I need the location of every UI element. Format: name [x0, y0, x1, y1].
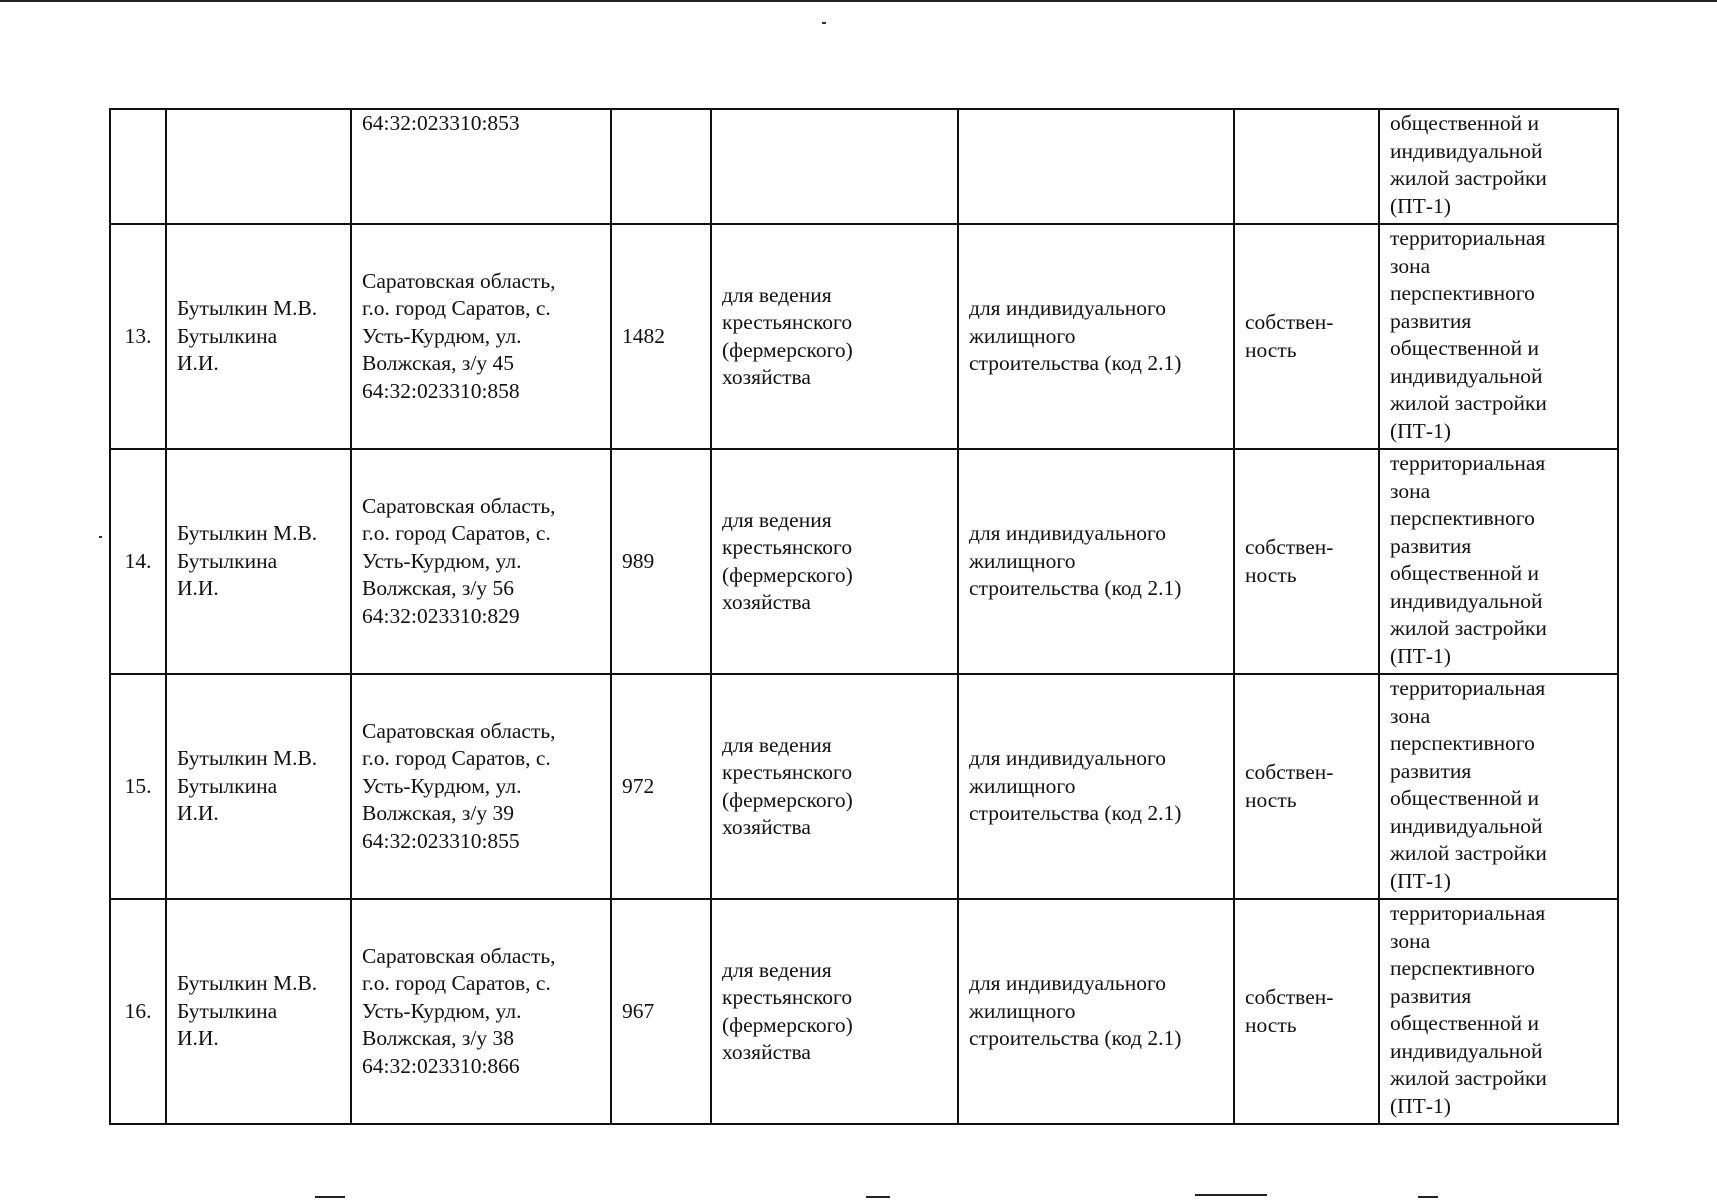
zone-line: общественной и	[1390, 786, 1539, 810]
zone-line: индивидуальной	[1390, 588, 1543, 613]
cell-owner	[166, 224, 351, 449]
zone-line: индивидуальной	[1390, 363, 1543, 388]
zone-line: территориальная	[1390, 676, 1546, 700]
address-line: 64:32:023310:866	[362, 1053, 520, 1078]
cell-number: 16.	[110, 899, 166, 1124]
cell-address	[351, 449, 611, 674]
owner-line: Бутылкин М.В.	[177, 521, 318, 546]
use-line: для индивидуального	[969, 521, 1167, 546]
cell-category	[711, 109, 958, 224]
right-line: собствен-	[1245, 310, 1334, 334]
zone-line: жилой застройки	[1390, 391, 1547, 415]
address-line: Усть-Курдюм, ул.	[362, 323, 522, 348]
zone-line: территориальная	[1390, 226, 1546, 250]
zone-line: (ПТ-1)	[1390, 193, 1451, 218]
address-line: Саратовская область,	[362, 718, 556, 743]
table-row	[110, 449, 1618, 674]
zone-line: зона	[1390, 703, 1431, 728]
address-line: Саратовская область,	[362, 268, 556, 293]
cell-area: 972	[611, 674, 711, 899]
zone-line: жилой застройки	[1390, 841, 1547, 865]
cell-address	[351, 899, 611, 1124]
cell-category	[711, 674, 958, 899]
cell-owner	[166, 899, 351, 1124]
cell-number	[110, 109, 166, 224]
zone-line: развития	[1390, 983, 1472, 1008]
right-line: ность	[1245, 1012, 1297, 1037]
address-line: 64:32:023310:858	[362, 378, 520, 403]
owner-line: Бутылкина	[177, 548, 278, 573]
category-line: хозяйства	[722, 590, 811, 614]
scan-bottom-mark	[1418, 1196, 1438, 1198]
cell-zone	[1379, 899, 1618, 1124]
scan-speck	[822, 22, 826, 24]
cell-area: 1482	[611, 224, 711, 449]
zone-line: индивидуальной	[1390, 1038, 1543, 1063]
category-line: хозяйства	[722, 815, 811, 839]
right-line: собствен-	[1245, 760, 1334, 784]
owner-line: Бутылкина	[177, 323, 278, 348]
owner-line: И.И.	[177, 576, 219, 601]
zone-line: зона	[1390, 928, 1431, 953]
scan-speck	[99, 536, 102, 538]
cell-category	[711, 224, 958, 449]
zone-line: (ПТ-1)	[1390, 1093, 1451, 1118]
cell-owner	[166, 674, 351, 899]
zone-line: (ПТ-1)	[1390, 868, 1451, 893]
address-line: Волжская, з/у 38	[362, 1026, 514, 1051]
right-line: ность	[1245, 787, 1297, 812]
category-line: для ведения	[722, 507, 832, 532]
scan-bottom-mark	[315, 1196, 345, 1198]
cell-zone	[1379, 109, 1618, 224]
category-line: для ведения	[722, 282, 832, 307]
zone-line: индивидуальной	[1390, 138, 1543, 163]
cell-right	[1234, 899, 1379, 1124]
zone-line: (ПТ-1)	[1390, 418, 1451, 443]
zone-line: зона	[1390, 253, 1431, 278]
address-line: Саратовская область,	[362, 493, 556, 518]
address-line: г.о. город Саратов, с.	[362, 521, 551, 546]
address-line: Волжская, з/у 56	[362, 576, 514, 601]
address-line: Усть-Курдюм, ул.	[362, 998, 522, 1023]
address-line: Волжская, з/у 45	[362, 351, 514, 376]
address-line: Саратовская область,	[362, 943, 556, 968]
land-plot-table	[109, 108, 1619, 1125]
cell-use	[958, 109, 1234, 224]
zone-line: перспективного	[1390, 506, 1535, 530]
scan-bottom-mark	[866, 1196, 890, 1198]
zone-line: перспективного	[1390, 956, 1535, 980]
zone-line: жилой застройки	[1390, 166, 1547, 190]
cell-number: 15.	[110, 674, 166, 899]
use-line: жилищного	[969, 323, 1076, 348]
cell-use	[958, 224, 1234, 449]
cell-right	[1234, 449, 1379, 674]
cell-zone	[1379, 449, 1618, 674]
category-line: (фермерского)	[722, 337, 853, 362]
scan-top-edge	[0, 0, 1717, 2]
owner-line: Бутылкин М.В.	[177, 971, 318, 996]
use-line: строительства (код 2.1)	[969, 801, 1182, 826]
zone-line: перспективного	[1390, 281, 1535, 305]
table-row	[110, 674, 1618, 899]
cell-area	[611, 109, 711, 224]
category-line: для ведения	[722, 732, 832, 757]
category-line: крестьянского	[722, 760, 853, 784]
cell-number: 13.	[110, 224, 166, 449]
use-line: жилищного	[969, 773, 1076, 798]
category-line: (фермерского)	[722, 787, 853, 812]
cell-zone	[1379, 224, 1618, 449]
zone-line: общественной и	[1390, 111, 1539, 135]
address-line: 64:32:023310:829	[362, 603, 520, 628]
cell-address	[351, 224, 611, 449]
zone-line: развития	[1390, 308, 1472, 333]
category-line: крестьянского	[722, 535, 853, 559]
cell-use	[958, 674, 1234, 899]
cell-owner	[166, 449, 351, 674]
cell-address	[351, 674, 611, 899]
zone-line: общественной и	[1390, 336, 1539, 360]
cell-category	[711, 449, 958, 674]
right-line: ность	[1245, 337, 1297, 362]
address-line: г.о. город Саратов, с.	[362, 296, 551, 321]
zone-line: территориальная	[1390, 451, 1546, 475]
category-line: крестьянского	[722, 985, 853, 1009]
category-line: для ведения	[722, 957, 832, 982]
zone-line: (ПТ-1)	[1390, 643, 1451, 668]
category-line: (фермерского)	[722, 562, 853, 587]
address-line: Волжская, з/у 39	[362, 801, 514, 826]
owner-line: Бутылкина	[177, 773, 278, 798]
table-row	[110, 224, 1618, 449]
right-line: ность	[1245, 562, 1297, 587]
address-line: г.о. город Саратов, с.	[362, 746, 551, 771]
zone-line: зона	[1390, 478, 1431, 503]
use-line: строительства (код 2.1)	[969, 576, 1182, 601]
cell-use	[958, 899, 1234, 1124]
category-line: хозяйства	[722, 365, 811, 389]
zone-line: развития	[1390, 533, 1472, 558]
cell-right	[1234, 674, 1379, 899]
cell-address	[351, 109, 611, 224]
zone-line: общественной и	[1390, 1011, 1539, 1035]
right-line: собствен-	[1245, 535, 1334, 559]
zone-line: развития	[1390, 758, 1472, 783]
table-body	[110, 109, 1618, 1124]
cell-area: 967	[611, 899, 711, 1124]
table-row-continuation	[110, 109, 1618, 224]
owner-line: И.И.	[177, 1026, 219, 1051]
owner-line: Бутылкин М.В.	[177, 746, 318, 771]
use-line: для индивидуального	[969, 746, 1167, 771]
table-row	[110, 899, 1618, 1124]
cell-zone	[1379, 674, 1618, 899]
use-line: для индивидуального	[969, 296, 1167, 321]
zone-line: территориальная	[1390, 901, 1546, 925]
use-line: строительства (код 2.1)	[969, 351, 1182, 376]
cell-use	[958, 449, 1234, 674]
cell-area: 989	[611, 449, 711, 674]
right-line: собствен-	[1245, 985, 1334, 1009]
address-line: 64:32:023310:855	[362, 828, 520, 853]
owner-line: Бутылкин М.В.	[177, 296, 318, 321]
cell-right	[1234, 224, 1379, 449]
cell-right	[1234, 109, 1379, 224]
scan-bottom-mark	[1195, 1194, 1267, 1196]
cell-category	[711, 899, 958, 1124]
zone-line: жилой застройки	[1390, 1066, 1547, 1090]
owner-line: И.И.	[177, 351, 219, 376]
address-line: Усть-Курдюм, ул.	[362, 773, 522, 798]
use-line: строительства (код 2.1)	[969, 1026, 1182, 1051]
use-line: жилищного	[969, 998, 1076, 1023]
cell-number: 14.	[110, 449, 166, 674]
zone-line: индивидуальной	[1390, 813, 1543, 838]
category-line: (фермерского)	[722, 1012, 853, 1037]
category-line: хозяйства	[722, 1040, 811, 1064]
cell-owner	[166, 109, 351, 224]
address-line: Усть-Курдюм, ул.	[362, 548, 522, 573]
zone-line: жилой застройки	[1390, 616, 1547, 640]
address-line: 64:32:023310:853	[362, 111, 520, 135]
category-line: крестьянского	[722, 310, 853, 334]
use-line: жилищного	[969, 548, 1076, 573]
zone-line: общественной и	[1390, 561, 1539, 585]
address-line: г.о. город Саратов, с.	[362, 971, 551, 996]
owner-line: Бутылкина	[177, 998, 278, 1023]
use-line: для индивидуального	[969, 971, 1167, 996]
zone-line: перспективного	[1390, 731, 1535, 755]
owner-line: И.И.	[177, 801, 219, 826]
